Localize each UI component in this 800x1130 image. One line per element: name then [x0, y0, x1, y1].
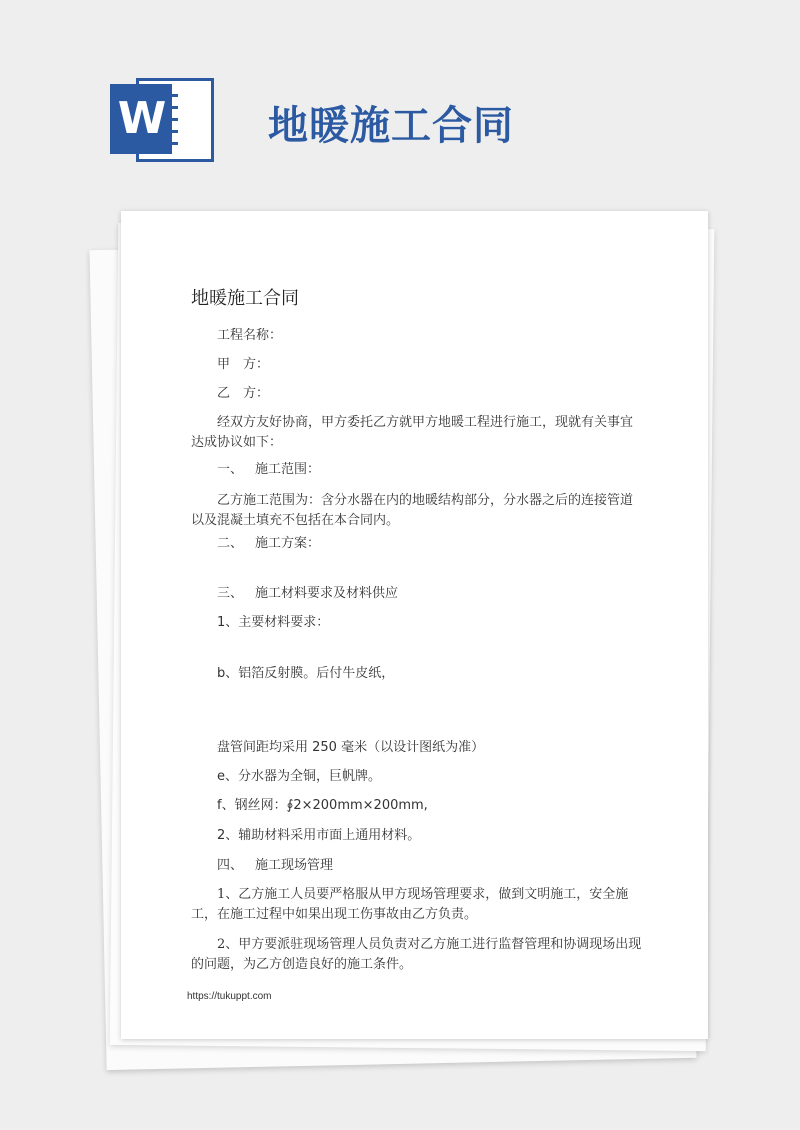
intro-paragraph-line: 经双方友好协商，甲方委托乙方就甲方地暖工程进行施工，现就有关事宜 — [217, 415, 634, 430]
document-page — [121, 211, 708, 1039]
party-a-line: 甲 方： — [217, 357, 270, 372]
footer-url[interactable]: https://tukuppt.com — [187, 991, 272, 1002]
management-paragraph-line: 工，在施工过程中如果出现工伤事故由乙方负责。 — [191, 907, 478, 922]
list-item: 1、主要材料要求： — [217, 615, 330, 630]
management-paragraph-line: 2、甲方要派驻现场管理人员负责对乙方施工进行监督管理和协调现场出现 — [217, 937, 642, 952]
list-item: b、铝箔反射膜。后付牛皮纸， — [217, 666, 395, 681]
section-title: 施工现场管理 — [255, 858, 334, 873]
word-document-icon — [110, 78, 214, 162]
section-title: 施工材料要求及材料供应 — [255, 586, 399, 601]
scope-paragraph-line: 乙方施工范围为：含分水器在内的地暖结构部分，分水器之后的连接管道 — [217, 493, 634, 508]
list-item: e、分水器为全铜，巨帆牌。 — [217, 769, 381, 784]
banner-title: 地暖施工合同 — [268, 103, 514, 149]
section-heading-management — [217, 855, 333, 877]
document-title: 地暖施工合同 — [191, 288, 299, 309]
section-number: 四、 — [217, 858, 244, 873]
list-item: f、钢丝网：∮2×200mm×200mm, — [217, 798, 428, 813]
intro-paragraph-line: 达成协议如下： — [191, 435, 283, 450]
management-paragraph-line: 的问题，为乙方创造良好的施工条件。 — [191, 957, 413, 972]
list-item: 盘管间距均采用 250 毫米（以设计图纸为准） — [217, 740, 485, 755]
party-b-line: 乙 方： — [217, 386, 270, 401]
section-heading-plan — [217, 533, 320, 555]
list-item: 2、辅助材料采用市面上通用材料。 — [217, 828, 421, 843]
word-logo-letter: W — [110, 84, 172, 154]
section-number: 三、 — [217, 586, 244, 601]
scope-paragraph-line: 以及混凝土填充不包括在本合同内。 — [191, 513, 400, 528]
section-heading-scope — [217, 459, 320, 481]
section-title: 施工方案： — [255, 536, 321, 551]
project-name-line: 工程名称： — [217, 328, 283, 343]
management-paragraph-line: 1、乙方施工人员要严格服从甲方现场管理要求，做到文明施工，安全施 — [217, 887, 629, 902]
section-heading-materials — [217, 583, 398, 605]
section-number: 二、 — [217, 536, 244, 551]
section-number: 一、 — [217, 462, 244, 477]
section-title: 施工范围： — [255, 462, 321, 477]
